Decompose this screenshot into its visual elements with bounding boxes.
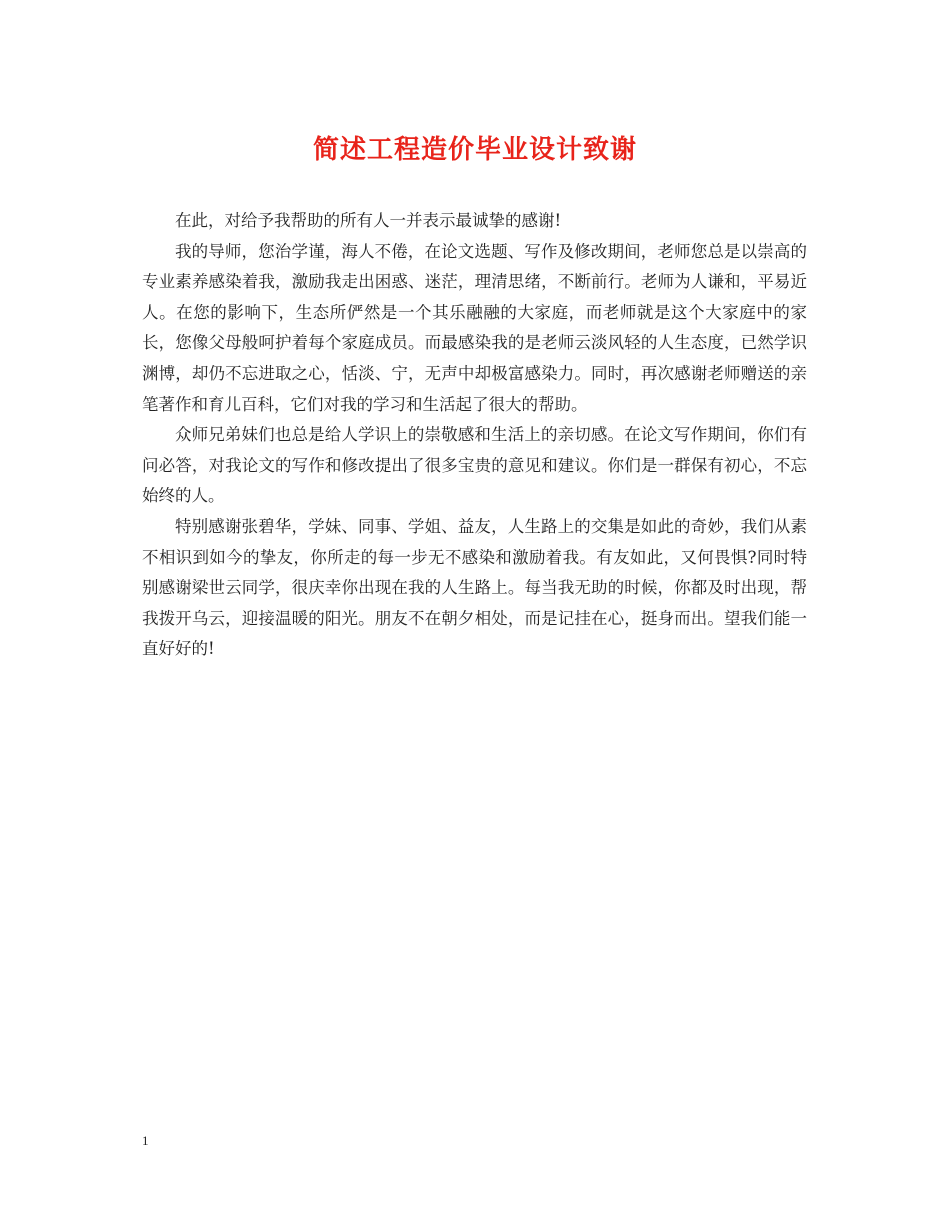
paragraph-advisor: 我的导师，您治学谨，海人不倦，在论文选题、写作及修改期间，老师您总是以崇高的专业素养感染着我，激励我走出困惑、迷茫，理清思绪，不断前行。老师为人谦和，平易近人。在您的影响下，生态所俨然是一个其乐融融的大家庭，而老师就是这个大家庭中的家长，您像父母般呵护着每个家庭成员。而最感染我的是老师云淡风轻的人生态度，已然学识渊博，却仍不忘进取之心，恬淡、宁，无声中却极富感染力。同时，再次感谢老师赠送的亲笔著作和育儿百科，它们对我的学习和生活起了很大的帮助。 [142,241,807,414]
paragraph-friends: 特别感谢张碧华，学妹、同事、学姐、益友，人生路上的交集是如此的奇妙，我们从素不相识到如今的挚友，你所走的每一步无不感染和激励着我。有友如此，又何畏惧?同时特别感谢梁世云同学，很庆幸你出现在我的人生路上。每当我无助的时候，你都及时出现，帮我拨开乌云，迎接温暖的阳光。朋友不在朝夕相处，而是记挂在心，挺身而出。望我们能一直好好的! [142,516,807,659]
page-number: 1 [142,1133,149,1148]
paragraph-classmates: 众师兄弟妹们也总是给人学识上的崇敬感和生活上的亲切感。在论文写作期间，你们有问必答，对我论文的写作和修改提出了很多宝贵的意见和建议。你们是一群保有初心，不忘始终的人。 [142,425,807,506]
paragraph-intro: 在此，对给予我帮助的所有人一并表示最诚挚的感谢! [175,211,562,230]
document-title: 简述工程造价毕业设计致谢 [312,135,637,165]
document-body [142,206,807,665]
